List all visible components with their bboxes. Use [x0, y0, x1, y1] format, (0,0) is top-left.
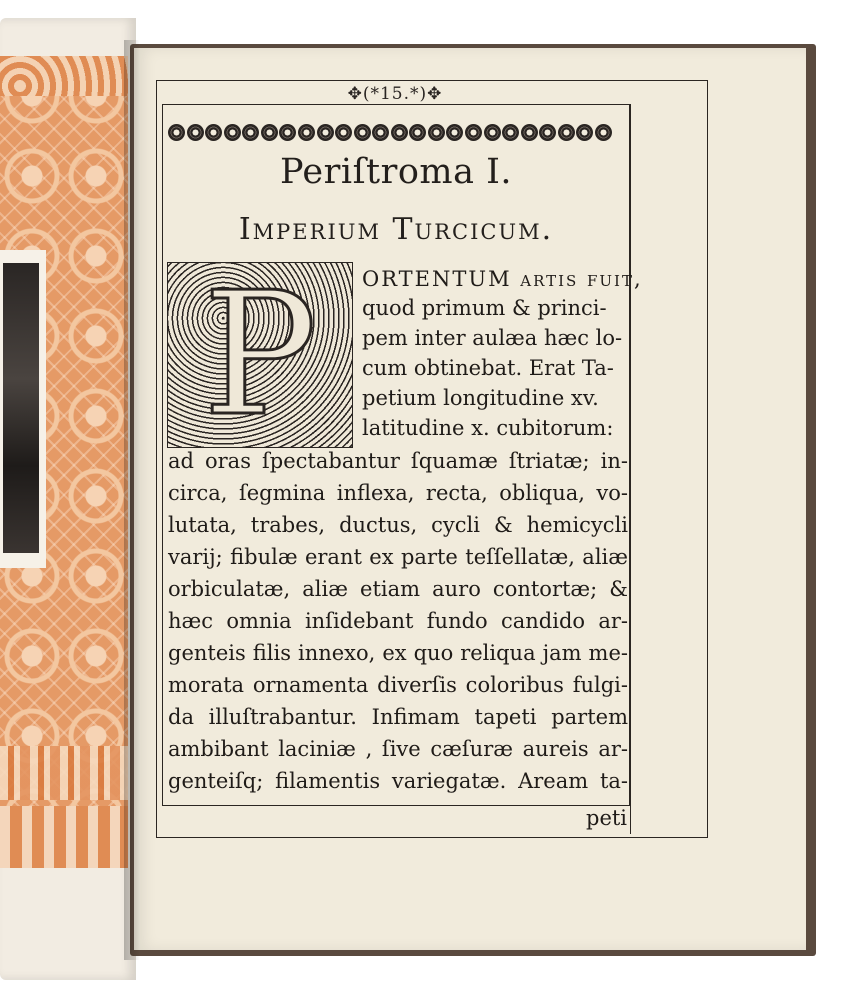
fleuron-icon — [224, 124, 241, 141]
pattern-border-top — [0, 56, 128, 96]
text-line: quod primum & princi- — [362, 296, 607, 320]
fleuron-icon — [409, 124, 426, 141]
text-line: hæc omnia inſidebant fundo candido ar- — [168, 609, 628, 633]
catchword: peti — [586, 806, 628, 830]
fleuron-icon — [595, 124, 612, 141]
fleuron-icon — [205, 124, 222, 141]
fleuron-icon — [446, 124, 463, 141]
fleuron-icon — [391, 124, 408, 141]
fleuron-icon — [539, 124, 556, 141]
fleuron-icon — [558, 124, 575, 141]
chapter-subtitle: Imperium Turcicum. — [238, 212, 554, 247]
text-line: ad oras ſpectabantur ſquamæ ſtriatæ; in- — [168, 449, 628, 473]
fleuron-icon — [261, 124, 278, 141]
fleuron-icon — [298, 124, 315, 141]
fleuron-icon — [372, 124, 389, 141]
fleuron-icon — [484, 124, 501, 141]
fleuron-icon — [242, 124, 259, 141]
fleuron-icon — [279, 124, 296, 141]
engraved-illustration — [0, 250, 46, 568]
text-line: pem inter aulæa hæc lo- — [362, 326, 623, 350]
chapter-title: Periſtroma I. — [279, 152, 513, 192]
text-line: genteiſq; filamentis variegatæ. Aream ta- — [168, 769, 628, 793]
spine-shadow — [124, 40, 140, 960]
fleuron-border — [168, 120, 612, 144]
fleuron-icon — [576, 124, 593, 141]
fleuron-icon — [428, 124, 445, 141]
text-line: lutata, trabes, ductus, cycli & hemicycli — [168, 513, 628, 537]
signature-mark: ✥(*15.*)✥ — [347, 84, 443, 104]
fleuron-icon — [354, 124, 371, 141]
text-line: latitudine x. cubitorum: — [362, 416, 614, 440]
left-page — [0, 18, 136, 980]
text-line: da illuſtrabantur. Infimam tapeti partem — [168, 705, 628, 729]
fleuron-icon — [502, 124, 519, 141]
fleuron-icon — [335, 124, 352, 141]
engraving-image — [3, 263, 39, 553]
text-line: genteis filis innexo, ex quo reliqua jam me- — [168, 641, 628, 665]
fleuron-icon — [168, 124, 185, 141]
fleuron-icon — [465, 124, 482, 141]
text-line: ORTENTUM artis fuit, — [362, 267, 643, 291]
fleuron-icon — [187, 124, 204, 141]
text-line: morata ornamenta diverſis coloribus fulgi- — [168, 673, 628, 697]
text-line: petium longitudine xv. — [362, 386, 599, 410]
text-line: orbiculatæ, aliæ etiam auro contortæ; & — [168, 577, 628, 601]
text-line: varij; fibulæ erant ex parte teſſellatæ, aliæ — [168, 545, 628, 569]
text-line: ambibant laciniæ , ſive cæſuræ aureis ar- — [168, 737, 628, 761]
decorated-initial — [167, 262, 353, 448]
fleuron-icon — [317, 124, 334, 141]
fleuron-icon — [521, 124, 538, 141]
text-line: circa, ſegmina inflexa, recta, obliqua, vo- — [168, 481, 628, 505]
text-line: cum obtinebat. Erat Ta- — [362, 356, 614, 380]
pattern-stripes — [0, 806, 128, 868]
page-border-rule — [630, 104, 631, 834]
initial-letter: P — [202, 262, 318, 448]
pattern-meander-band — [0, 746, 128, 800]
